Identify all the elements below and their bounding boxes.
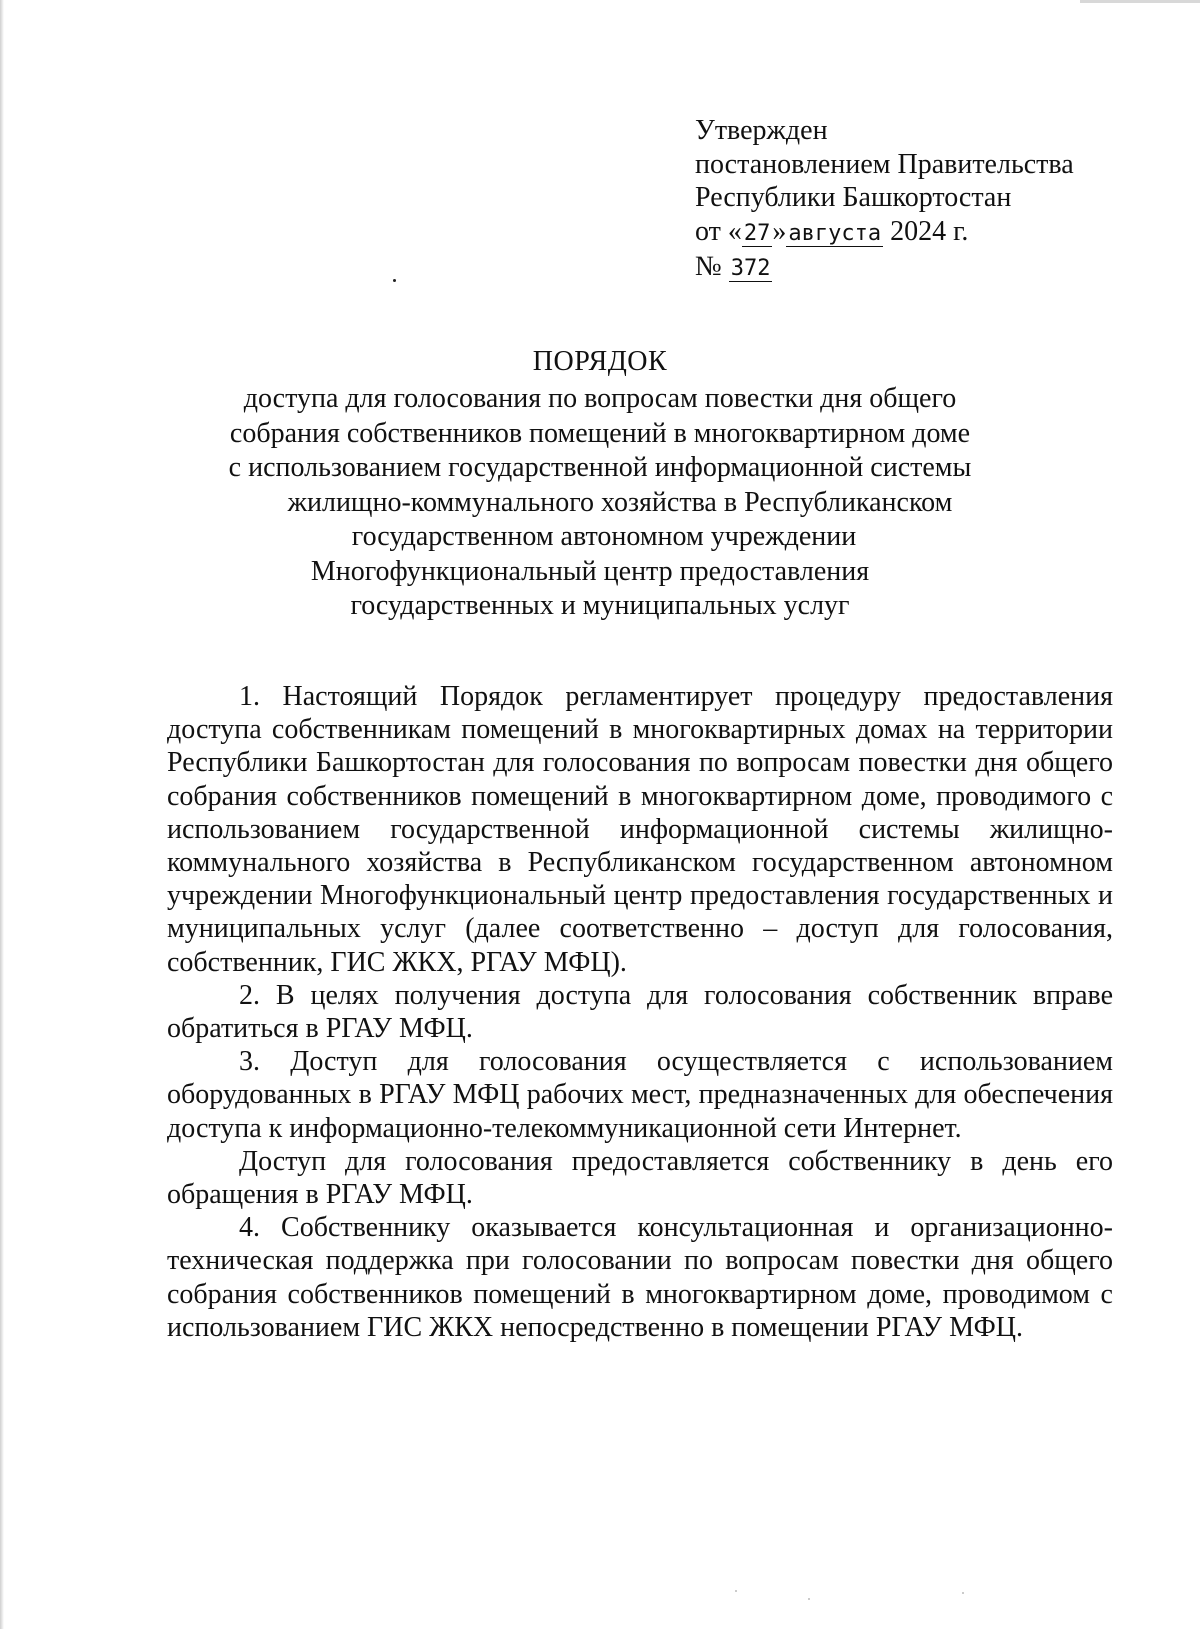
paragraph-2: 2. В целях получения доступа для голосования собственник вправе обратиться в РГАУ МФЦ. xyxy=(167,979,1113,1045)
subtitle-line: доступа для голосования по вопросам повестки дня общего xyxy=(243,383,957,414)
scan-edge-top xyxy=(1080,0,1200,3)
subtitle-line: с использованием государственной информационной системы xyxy=(228,452,972,483)
scan-speck xyxy=(808,1598,810,1600)
number-prefix: № xyxy=(695,251,729,282)
date-month: августа xyxy=(788,220,882,246)
subtitle-line: государственных и муниципальных услуг xyxy=(350,590,850,621)
scan-speck xyxy=(735,1590,737,1592)
approval-authority: постановлением Правительства xyxy=(695,148,1074,180)
approval-number xyxy=(695,250,1155,286)
paragraph-3: 3. Доступ для голосования осуществляется с использованием оборудованных в РГАУ МФЦ рабочих мест, предназначенных для обеспечения доступа к информационно-телекоммуникационной сети Интернет. xyxy=(167,1046,1113,1144)
paragraph-3-continued: Доступ для голосования предоставляется собственнику в день его обращения в РГАУ МФЦ. xyxy=(167,1145,1113,1211)
number-value: 372 xyxy=(730,256,771,281)
approval-region: Республики Башкортостан xyxy=(695,182,1012,213)
date-mid: » xyxy=(772,215,787,247)
date-day: 27 xyxy=(743,220,771,246)
paragraph-4: 4. Собственнику оказывается консультационная и организационно-техническая поддержка при голосовании по вопросам повестки дня общего собрания собственников помещений в многоквартирном доме, проводимом с использованием ГИС ЖКХ непосредственно в помещении РГАУ МФЦ. xyxy=(167,1212,1113,1343)
scan-speck xyxy=(962,1592,964,1594)
approval-date xyxy=(695,215,1155,251)
document-title: ПОРЯДОК xyxy=(532,346,668,377)
subtitle-line: государственном автономном учреждении xyxy=(351,521,857,552)
subtitle-line: собрания собственников помещений в многоквартирном доме xyxy=(229,417,971,449)
subtitle-line: жилищно-коммунального хозяйства в Республиканском xyxy=(287,486,953,518)
scan-dot xyxy=(393,279,396,282)
paragraph-1: 1. Настоящий Порядок регламентирует процедуру предоставления доступа собственникам помещений в многоквартирных домах на территории Республики Башкортостан для голосования по вопросам повестки дня общего собрания собственников помещений в многоквартирном доме, проводимого с использованием государственной информационной системы жилищно-коммунального хозяйства в Республиканском государственном автономном учреждении Многофункциональный центр предоставления государственных и муниципальных услуг (далее соответственно – доступ для голосования, собственник, ГИС ЖКХ, РГАУ МФЦ). xyxy=(167,681,1113,978)
scan-edge-left xyxy=(0,0,4,1629)
approval-heading: Утвержден xyxy=(695,115,828,146)
approval-block xyxy=(695,114,1155,286)
date-prefix: от « xyxy=(695,215,742,247)
date-year: 2024 г. xyxy=(883,215,969,247)
document-body xyxy=(167,680,1113,1344)
subtitle-line: Многофункциональный центр предоставления xyxy=(310,555,870,587)
document-subtitle xyxy=(0,382,1200,624)
